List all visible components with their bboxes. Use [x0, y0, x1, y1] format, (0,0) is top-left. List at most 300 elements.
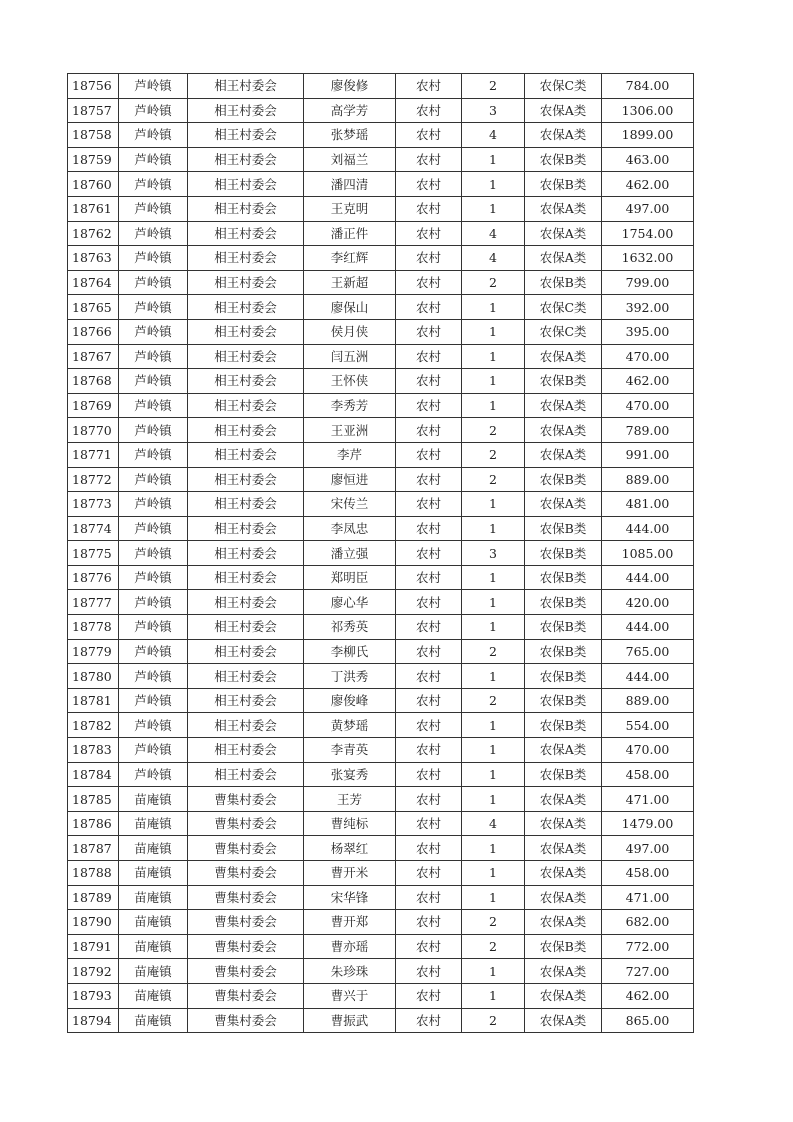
village-committee-cell: 相王村委会	[188, 319, 304, 344]
household-count-cell: 1	[462, 615, 525, 640]
table-row	[68, 123, 694, 148]
name-cell: 高学芳	[304, 98, 396, 123]
table-row	[68, 664, 694, 689]
amount-cell: 865.00	[602, 1008, 694, 1033]
amount-cell: 462.00	[602, 172, 694, 197]
town-cell: 芦岭镇	[119, 393, 188, 418]
town-cell: 芦岭镇	[119, 295, 188, 320]
village-committee-cell: 相王村委会	[188, 418, 304, 443]
name-cell: 曹兴于	[304, 983, 396, 1008]
amount-cell: 463.00	[602, 147, 694, 172]
area-type-cell: 农村	[396, 934, 462, 959]
insurance-class-cell: 农保A类	[525, 836, 602, 861]
table-row	[68, 393, 694, 418]
area-type-cell: 农村	[396, 811, 462, 836]
town-cell: 芦岭镇	[119, 369, 188, 394]
record-id-cell: 18782	[68, 713, 119, 738]
area-type-cell: 农村	[396, 172, 462, 197]
record-id-cell: 18781	[68, 688, 119, 713]
town-cell: 苗庵镇	[119, 1008, 188, 1033]
table-row	[68, 787, 694, 812]
town-cell: 芦岭镇	[119, 590, 188, 615]
amount-cell: 395.00	[602, 319, 694, 344]
area-type-cell: 农村	[396, 639, 462, 664]
insurance-class-cell: 农保C类	[525, 295, 602, 320]
name-cell: 廖恒进	[304, 467, 396, 492]
amount-cell: 462.00	[602, 983, 694, 1008]
village-committee-cell: 曹集村委会	[188, 910, 304, 935]
town-cell: 芦岭镇	[119, 270, 188, 295]
town-cell: 芦岭镇	[119, 246, 188, 271]
insurance-class-cell: 农保B类	[525, 516, 602, 541]
village-committee-cell: 相王村委会	[188, 369, 304, 394]
insurance-class-cell: 农保B类	[525, 147, 602, 172]
insurance-class-cell: 农保C类	[525, 319, 602, 344]
insurance-class-cell: 农保A类	[525, 221, 602, 246]
insurance-class-cell: 农保B类	[525, 664, 602, 689]
town-cell: 芦岭镇	[119, 418, 188, 443]
household-count-cell: 1	[462, 492, 525, 517]
table-row	[68, 172, 694, 197]
household-count-cell: 1	[462, 983, 525, 1008]
household-count-cell: 1	[462, 565, 525, 590]
name-cell: 李柳氏	[304, 639, 396, 664]
table-row	[68, 565, 694, 590]
household-count-cell: 3	[462, 98, 525, 123]
amount-cell: 470.00	[602, 393, 694, 418]
name-cell: 潘正件	[304, 221, 396, 246]
area-type-cell: 农村	[396, 369, 462, 394]
amount-cell: 481.00	[602, 492, 694, 517]
name-cell: 张宴秀	[304, 762, 396, 787]
record-id-cell: 18772	[68, 467, 119, 492]
town-cell: 芦岭镇	[119, 639, 188, 664]
town-cell: 芦岭镇	[119, 123, 188, 148]
amount-cell: 727.00	[602, 959, 694, 984]
insurance-class-cell: 农保B类	[525, 688, 602, 713]
village-committee-cell: 相王村委会	[188, 442, 304, 467]
area-type-cell: 农村	[396, 836, 462, 861]
table-row	[68, 516, 694, 541]
table-row	[68, 541, 694, 566]
household-count-cell: 1	[462, 295, 525, 320]
name-cell: 宋华锋	[304, 885, 396, 910]
insurance-class-cell: 农保A类	[525, 738, 602, 763]
insurance-class-cell: 农保A类	[525, 983, 602, 1008]
household-count-cell: 2	[462, 467, 525, 492]
table-row	[68, 738, 694, 763]
name-cell: 宋传兰	[304, 492, 396, 517]
village-committee-cell: 曹集村委会	[188, 959, 304, 984]
area-type-cell: 农村	[396, 246, 462, 271]
household-count-cell: 2	[462, 934, 525, 959]
record-id-cell: 18760	[68, 172, 119, 197]
name-cell: 李青英	[304, 738, 396, 763]
name-cell: 廖保山	[304, 295, 396, 320]
area-type-cell: 农村	[396, 541, 462, 566]
insurance-class-cell: 农保B类	[525, 369, 602, 394]
amount-cell: 1306.00	[602, 98, 694, 123]
household-count-cell: 1	[462, 836, 525, 861]
insurance-class-cell: 农保A类	[525, 861, 602, 886]
name-cell: 曹亦瑶	[304, 934, 396, 959]
record-id-cell: 18793	[68, 983, 119, 1008]
town-cell: 苗庵镇	[119, 836, 188, 861]
name-cell: 闫五洲	[304, 344, 396, 369]
record-id-cell: 18757	[68, 98, 119, 123]
subsidy-table	[67, 73, 694, 1033]
table-row	[68, 196, 694, 221]
table-row	[68, 615, 694, 640]
household-count-cell: 2	[462, 418, 525, 443]
insurance-class-cell: 农保B类	[525, 590, 602, 615]
household-count-cell: 1	[462, 516, 525, 541]
amount-cell: 889.00	[602, 467, 694, 492]
household-count-cell: 1	[462, 861, 525, 886]
area-type-cell: 农村	[396, 295, 462, 320]
town-cell: 芦岭镇	[119, 688, 188, 713]
insurance-class-cell: 农保A类	[525, 492, 602, 517]
record-id-cell: 18788	[68, 861, 119, 886]
town-cell: 芦岭镇	[119, 738, 188, 763]
household-count-cell: 4	[462, 123, 525, 148]
household-count-cell: 4	[462, 221, 525, 246]
amount-cell: 554.00	[602, 713, 694, 738]
table-row	[68, 467, 694, 492]
record-id-cell: 18761	[68, 196, 119, 221]
town-cell: 芦岭镇	[119, 196, 188, 221]
household-count-cell: 3	[462, 541, 525, 566]
name-cell: 丁洪秀	[304, 664, 396, 689]
amount-cell: 765.00	[602, 639, 694, 664]
table-row	[68, 147, 694, 172]
name-cell: 李芹	[304, 442, 396, 467]
amount-cell: 470.00	[602, 344, 694, 369]
area-type-cell: 农村	[396, 221, 462, 246]
area-type-cell: 农村	[396, 738, 462, 763]
village-committee-cell: 相王村委会	[188, 492, 304, 517]
village-committee-cell: 相王村委会	[188, 123, 304, 148]
record-id-cell: 18786	[68, 811, 119, 836]
area-type-cell: 农村	[396, 959, 462, 984]
area-type-cell: 农村	[396, 492, 462, 517]
amount-cell: 772.00	[602, 934, 694, 959]
household-count-cell: 2	[462, 639, 525, 664]
name-cell: 曹开米	[304, 861, 396, 886]
village-committee-cell: 相王村委会	[188, 590, 304, 615]
name-cell: 黄梦瑶	[304, 713, 396, 738]
table-row	[68, 442, 694, 467]
name-cell: 潘立强	[304, 541, 396, 566]
name-cell: 曹振武	[304, 1008, 396, 1033]
town-cell: 苗庵镇	[119, 959, 188, 984]
village-committee-cell: 相王村委会	[188, 565, 304, 590]
village-committee-cell: 相王村委会	[188, 393, 304, 418]
record-id-cell: 18769	[68, 393, 119, 418]
table-row	[68, 319, 694, 344]
area-type-cell: 农村	[396, 418, 462, 443]
table-row	[68, 590, 694, 615]
area-type-cell: 农村	[396, 393, 462, 418]
area-type-cell: 农村	[396, 615, 462, 640]
household-count-cell: 1	[462, 885, 525, 910]
insurance-class-cell: 农保B类	[525, 541, 602, 566]
household-count-cell: 1	[462, 393, 525, 418]
name-cell: 张梦瑶	[304, 123, 396, 148]
town-cell: 苗庵镇	[119, 861, 188, 886]
area-type-cell: 农村	[396, 147, 462, 172]
town-cell: 芦岭镇	[119, 762, 188, 787]
town-cell: 芦岭镇	[119, 98, 188, 123]
record-id-cell: 18767	[68, 344, 119, 369]
area-type-cell: 农村	[396, 196, 462, 221]
table-row	[68, 344, 694, 369]
record-id-cell: 18766	[68, 319, 119, 344]
household-count-cell: 2	[462, 74, 525, 99]
table-row	[68, 98, 694, 123]
village-committee-cell: 曹集村委会	[188, 1008, 304, 1033]
insurance-class-cell: 农保A类	[525, 196, 602, 221]
insurance-class-cell: 农保A类	[525, 910, 602, 935]
amount-cell: 1479.00	[602, 811, 694, 836]
record-id-cell: 18784	[68, 762, 119, 787]
table-row	[68, 74, 694, 99]
table-row	[68, 1008, 694, 1033]
household-count-cell: 2	[462, 270, 525, 295]
table-row	[68, 221, 694, 246]
village-committee-cell: 曹集村委会	[188, 983, 304, 1008]
name-cell: 祁秀英	[304, 615, 396, 640]
name-cell: 郑明臣	[304, 565, 396, 590]
town-cell: 苗庵镇	[119, 787, 188, 812]
name-cell: 王新超	[304, 270, 396, 295]
area-type-cell: 农村	[396, 516, 462, 541]
record-id-cell: 18756	[68, 74, 119, 99]
insurance-class-cell: 农保A类	[525, 393, 602, 418]
household-count-cell: 1	[462, 762, 525, 787]
area-type-cell: 农村	[396, 1008, 462, 1033]
household-count-cell: 1	[462, 172, 525, 197]
name-cell: 侯月侠	[304, 319, 396, 344]
table-row	[68, 246, 694, 271]
amount-cell: 444.00	[602, 565, 694, 590]
amount-cell: 784.00	[602, 74, 694, 99]
town-cell: 苗庵镇	[119, 983, 188, 1008]
insurance-class-cell: 农保A类	[525, 246, 602, 271]
amount-cell: 789.00	[602, 418, 694, 443]
record-id-cell: 18776	[68, 565, 119, 590]
amount-cell: 889.00	[602, 688, 694, 713]
insurance-class-cell: 农保B类	[525, 713, 602, 738]
village-committee-cell: 相王村委会	[188, 516, 304, 541]
amount-cell: 991.00	[602, 442, 694, 467]
table-row	[68, 934, 694, 959]
area-type-cell: 农村	[396, 983, 462, 1008]
table-row	[68, 369, 694, 394]
table-row	[68, 688, 694, 713]
amount-cell: 682.00	[602, 910, 694, 935]
name-cell: 廖心华	[304, 590, 396, 615]
amount-cell: 1085.00	[602, 541, 694, 566]
household-count-cell: 1	[462, 787, 525, 812]
table-row	[68, 910, 694, 935]
village-committee-cell: 相王村委会	[188, 615, 304, 640]
area-type-cell: 农村	[396, 344, 462, 369]
household-count-cell: 2	[462, 688, 525, 713]
insurance-class-cell: 农保B类	[525, 615, 602, 640]
household-count-cell: 1	[462, 713, 525, 738]
record-id-cell: 18762	[68, 221, 119, 246]
amount-cell: 1632.00	[602, 246, 694, 271]
table-row	[68, 885, 694, 910]
town-cell: 芦岭镇	[119, 221, 188, 246]
insurance-class-cell: 农保A类	[525, 442, 602, 467]
record-id-cell: 18794	[68, 1008, 119, 1033]
area-type-cell: 农村	[396, 565, 462, 590]
village-committee-cell: 相王村委会	[188, 172, 304, 197]
village-committee-cell: 曹集村委会	[188, 885, 304, 910]
name-cell: 王芳	[304, 787, 396, 812]
name-cell: 刘福兰	[304, 147, 396, 172]
record-id-cell: 18765	[68, 295, 119, 320]
record-id-cell: 18773	[68, 492, 119, 517]
amount-cell: 471.00	[602, 787, 694, 812]
record-id-cell: 18792	[68, 959, 119, 984]
town-cell: 芦岭镇	[119, 147, 188, 172]
record-id-cell: 18790	[68, 910, 119, 935]
area-type-cell: 农村	[396, 98, 462, 123]
amount-cell: 1899.00	[602, 123, 694, 148]
village-committee-cell: 相王村委会	[188, 246, 304, 271]
village-committee-cell: 相王村委会	[188, 664, 304, 689]
amount-cell: 444.00	[602, 664, 694, 689]
record-id-cell: 18787	[68, 836, 119, 861]
record-id-cell: 18775	[68, 541, 119, 566]
insurance-class-cell: 农保A类	[525, 1008, 602, 1033]
village-committee-cell: 相王村委会	[188, 196, 304, 221]
amount-cell: 471.00	[602, 885, 694, 910]
record-id-cell: 18758	[68, 123, 119, 148]
town-cell: 芦岭镇	[119, 319, 188, 344]
insurance-class-cell: 农保A类	[525, 344, 602, 369]
town-cell: 芦岭镇	[119, 344, 188, 369]
name-cell: 廖俊峰	[304, 688, 396, 713]
insurance-class-cell: 农保B类	[525, 172, 602, 197]
village-committee-cell: 曹集村委会	[188, 836, 304, 861]
name-cell: 潘四清	[304, 172, 396, 197]
record-id-cell: 18778	[68, 615, 119, 640]
name-cell: 杨翠红	[304, 836, 396, 861]
town-cell: 苗庵镇	[119, 811, 188, 836]
insurance-class-cell: 农保B类	[525, 467, 602, 492]
insurance-class-cell: 农保A类	[525, 811, 602, 836]
household-count-cell: 2	[462, 910, 525, 935]
village-committee-cell: 相王村委会	[188, 541, 304, 566]
amount-cell: 458.00	[602, 861, 694, 886]
insurance-class-cell: 农保B类	[525, 270, 602, 295]
village-committee-cell: 相王村委会	[188, 639, 304, 664]
village-committee-cell: 相王村委会	[188, 738, 304, 763]
record-id-cell: 18779	[68, 639, 119, 664]
record-id-cell: 18777	[68, 590, 119, 615]
record-id-cell: 18763	[68, 246, 119, 271]
village-committee-cell: 相王村委会	[188, 467, 304, 492]
amount-cell: 497.00	[602, 196, 694, 221]
insurance-class-cell: 农保A类	[525, 885, 602, 910]
amount-cell: 458.00	[602, 762, 694, 787]
insurance-class-cell: 农保A类	[525, 123, 602, 148]
area-type-cell: 农村	[396, 467, 462, 492]
table-row	[68, 492, 694, 517]
table-row	[68, 836, 694, 861]
area-type-cell: 农村	[396, 74, 462, 99]
village-committee-cell: 曹集村委会	[188, 861, 304, 886]
town-cell: 苗庵镇	[119, 885, 188, 910]
insurance-class-cell: 农保C类	[525, 74, 602, 99]
insurance-class-cell: 农保B类	[525, 639, 602, 664]
table-row	[68, 713, 694, 738]
village-committee-cell: 相王村委会	[188, 147, 304, 172]
village-committee-cell: 曹集村委会	[188, 787, 304, 812]
area-type-cell: 农村	[396, 885, 462, 910]
insurance-class-cell: 农保A类	[525, 787, 602, 812]
village-committee-cell: 曹集村委会	[188, 811, 304, 836]
area-type-cell: 农村	[396, 688, 462, 713]
record-id-cell: 18789	[68, 885, 119, 910]
record-id-cell: 18791	[68, 934, 119, 959]
record-id-cell: 18771	[68, 442, 119, 467]
name-cell: 李秀芳	[304, 393, 396, 418]
record-id-cell: 18764	[68, 270, 119, 295]
amount-cell: 444.00	[602, 615, 694, 640]
name-cell: 王亚洲	[304, 418, 396, 443]
name-cell: 李凤忠	[304, 516, 396, 541]
amount-cell: 497.00	[602, 836, 694, 861]
insurance-class-cell: 农保B类	[525, 762, 602, 787]
town-cell: 芦岭镇	[119, 74, 188, 99]
town-cell: 芦岭镇	[119, 172, 188, 197]
table-row	[68, 983, 694, 1008]
name-cell: 廖俊修	[304, 74, 396, 99]
amount-cell: 470.00	[602, 738, 694, 763]
table-row	[68, 811, 694, 836]
village-committee-cell: 相王村委会	[188, 344, 304, 369]
record-id-cell: 18783	[68, 738, 119, 763]
table-row	[68, 418, 694, 443]
area-type-cell: 农村	[396, 123, 462, 148]
village-committee-cell: 相王村委会	[188, 762, 304, 787]
town-cell: 芦岭镇	[119, 442, 188, 467]
village-committee-cell: 相王村委会	[188, 98, 304, 123]
household-count-cell: 1	[462, 664, 525, 689]
household-count-cell: 1	[462, 738, 525, 763]
town-cell: 芦岭镇	[119, 565, 188, 590]
household-count-cell: 1	[462, 196, 525, 221]
insurance-class-cell: 农保B类	[525, 565, 602, 590]
insurance-class-cell: 农保A类	[525, 98, 602, 123]
area-type-cell: 农村	[396, 713, 462, 738]
area-type-cell: 农村	[396, 319, 462, 344]
insurance-class-cell: 农保A类	[525, 418, 602, 443]
village-committee-cell: 相王村委会	[188, 221, 304, 246]
area-type-cell: 农村	[396, 270, 462, 295]
town-cell: 芦岭镇	[119, 615, 188, 640]
insurance-class-cell: 农保B类	[525, 934, 602, 959]
household-count-cell: 1	[462, 590, 525, 615]
household-count-cell: 1	[462, 959, 525, 984]
household-count-cell: 2	[462, 442, 525, 467]
village-committee-cell: 相王村委会	[188, 295, 304, 320]
